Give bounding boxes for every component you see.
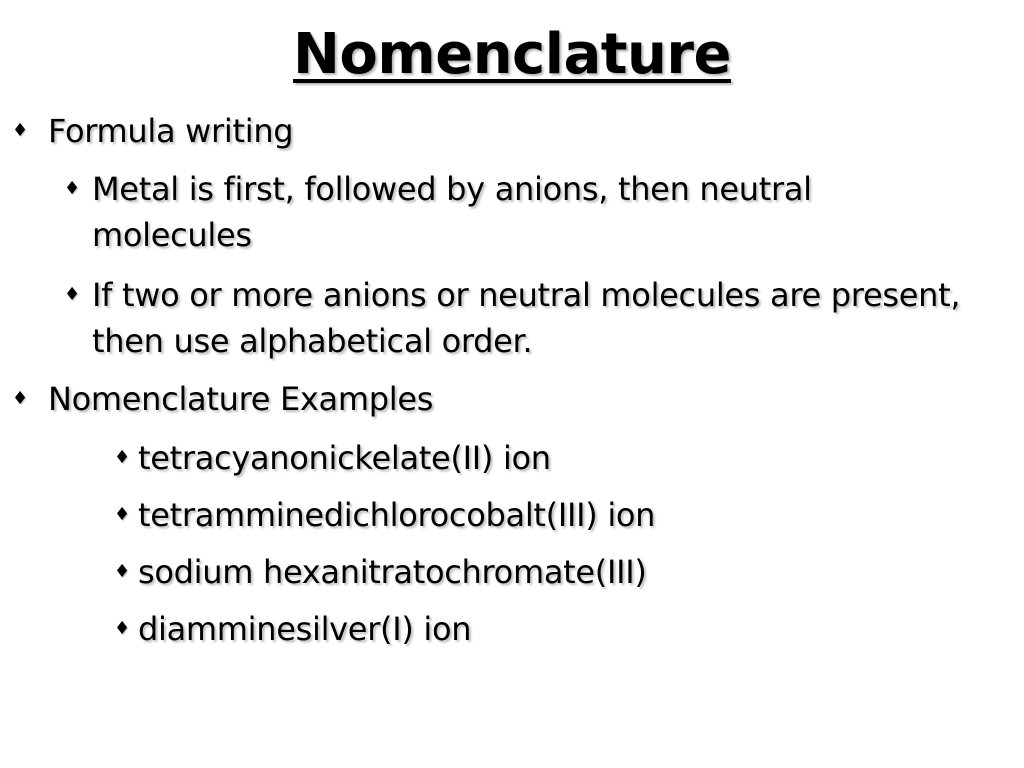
slide-title: Nomenclature <box>293 22 731 87</box>
example-item <box>138 549 647 595</box>
example-text: tetracyanonickelate(II) ion <box>138 439 551 477</box>
bullet-icon: ♦ <box>64 284 81 305</box>
bullet-nomenclature-examples <box>48 376 433 422</box>
bullet-icon: ♦ <box>12 388 29 409</box>
sub-bullet-metal-first <box>92 166 972 258</box>
bullet-text: Formula writing <box>48 112 294 150</box>
example-item <box>138 492 655 538</box>
bullet-text: Nomenclature Examples <box>48 380 434 418</box>
example-item <box>138 606 471 652</box>
bullet-formula-writing <box>48 108 293 154</box>
bullet-icon: ♦ <box>64 178 81 199</box>
bullet-icon: ♦ <box>114 561 131 582</box>
bullet-icon: ♦ <box>114 618 131 639</box>
bullet-text: Metal is first, followed by anions, then neutral molecules <box>92 170 812 254</box>
example-text: sodium hexanitratochromate(III) <box>138 553 647 591</box>
bullet-icon: ♦ <box>114 447 131 468</box>
bullet-icon: ♦ <box>114 504 131 525</box>
example-text: tetramminedichlorocobalt(III) ion <box>138 496 656 534</box>
example-text: diamminesilver(I) ion <box>138 610 472 648</box>
sub-bullet-alphabetical-order <box>92 272 972 364</box>
example-item <box>138 435 551 481</box>
bullet-icon: ♦ <box>12 120 29 141</box>
bullet-text: If two or more anions or neutral molecules are present, then use alphabetical order. <box>92 276 961 360</box>
